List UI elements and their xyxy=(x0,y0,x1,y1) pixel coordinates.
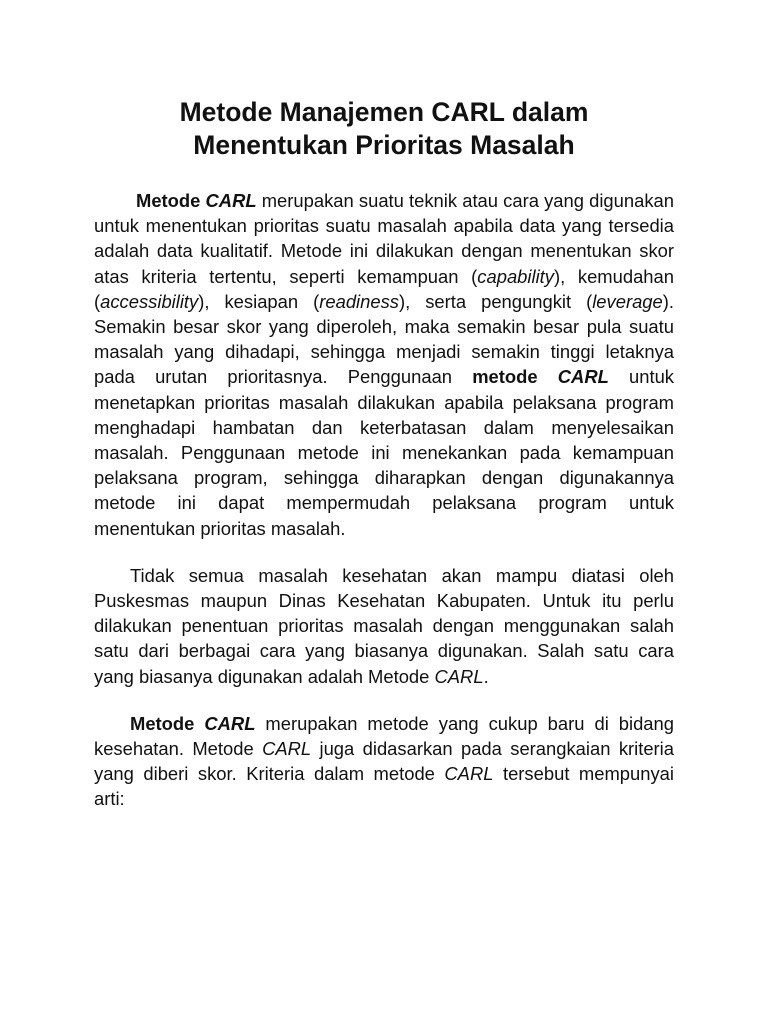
text-run: CARL xyxy=(557,366,609,388)
text-run: CARL xyxy=(444,763,494,785)
title-line-2: Menentukan Prioritas Masalah xyxy=(193,130,575,160)
text-run: tersebut mempunyai arti: xyxy=(94,763,674,810)
text-run: Metode xyxy=(136,190,206,211)
title-line-1: Metode Manajemen CARL dalam xyxy=(179,97,589,127)
paragraph-puskesmas xyxy=(94,563,674,689)
text-run: Tidak semua masalah kesehatan akan mampu diatasi oleh Puskesmas maupun Dinas Kesehatan Kabupaten. Untuk itu perlu dilakukan penentuan prioritas masalah dengan menggunakan salah satu dari berbagai cara yang biasanya digunakan. Salah satu cara yang biasanya digunakan adalah Metode xyxy=(94,564,674,687)
text-run: CARL xyxy=(204,712,256,734)
text-run: capability xyxy=(477,265,554,287)
paragraph-carl-criteria xyxy=(94,711,674,812)
document-title xyxy=(94,96,674,162)
text-run: Metode xyxy=(130,712,205,734)
text-run: ), kemudahan ( xyxy=(94,265,674,312)
text-run: CARL xyxy=(434,665,484,687)
text-run: CARL xyxy=(262,738,312,760)
text-run: ), kesiapan ( xyxy=(198,290,320,312)
text-run: juga didasarkan pada serangkaian kriteria yang diberi skor. Kriteria dalam metode xyxy=(94,738,674,785)
text-run: ). Semakin besar skor yang diperoleh, maka semakin besar pula suatu masalah yang dihadapi, sehingga menjadi semakin tinggi letaknya pada urutan prioritasnya. Penggunaan xyxy=(94,290,674,388)
text-run: ), serta pengungkit ( xyxy=(398,290,593,312)
text-run: merupakan suatu teknik atau cara yang digunakan untuk menentukan prioritas suatu masalah apabila data yang tersedia adalah data kualitatif. Metode ini dilakukan dengan menentukan skor atas kriteria tertentu, seperti kemampuan ( xyxy=(94,190,674,287)
text-run: accessibility xyxy=(100,290,199,312)
text-run: . xyxy=(483,665,489,687)
text-run: merupakan metode yang cukup baru di bidang kesehatan. Metode xyxy=(94,712,674,760)
text-run: metode xyxy=(472,366,558,388)
text-run: untuk menetapkan prioritas masalah dilakukan apabila pelaksana program menghadapi hambatan dan keterbatasan dalam menyelesaikan masalah. Penggunaan metode ini menekankan pada kemampuan pelaksana program, sehingga diharapkan dengan digunakannya metode ini dapat mempermudah pelaksana program untuk menentukan prioritas masalah. xyxy=(94,366,674,539)
paragraph-carl-definition xyxy=(94,188,674,541)
text-run: leverage xyxy=(592,290,663,312)
text-run: readiness xyxy=(319,290,399,312)
text-run: CARL xyxy=(205,190,257,211)
